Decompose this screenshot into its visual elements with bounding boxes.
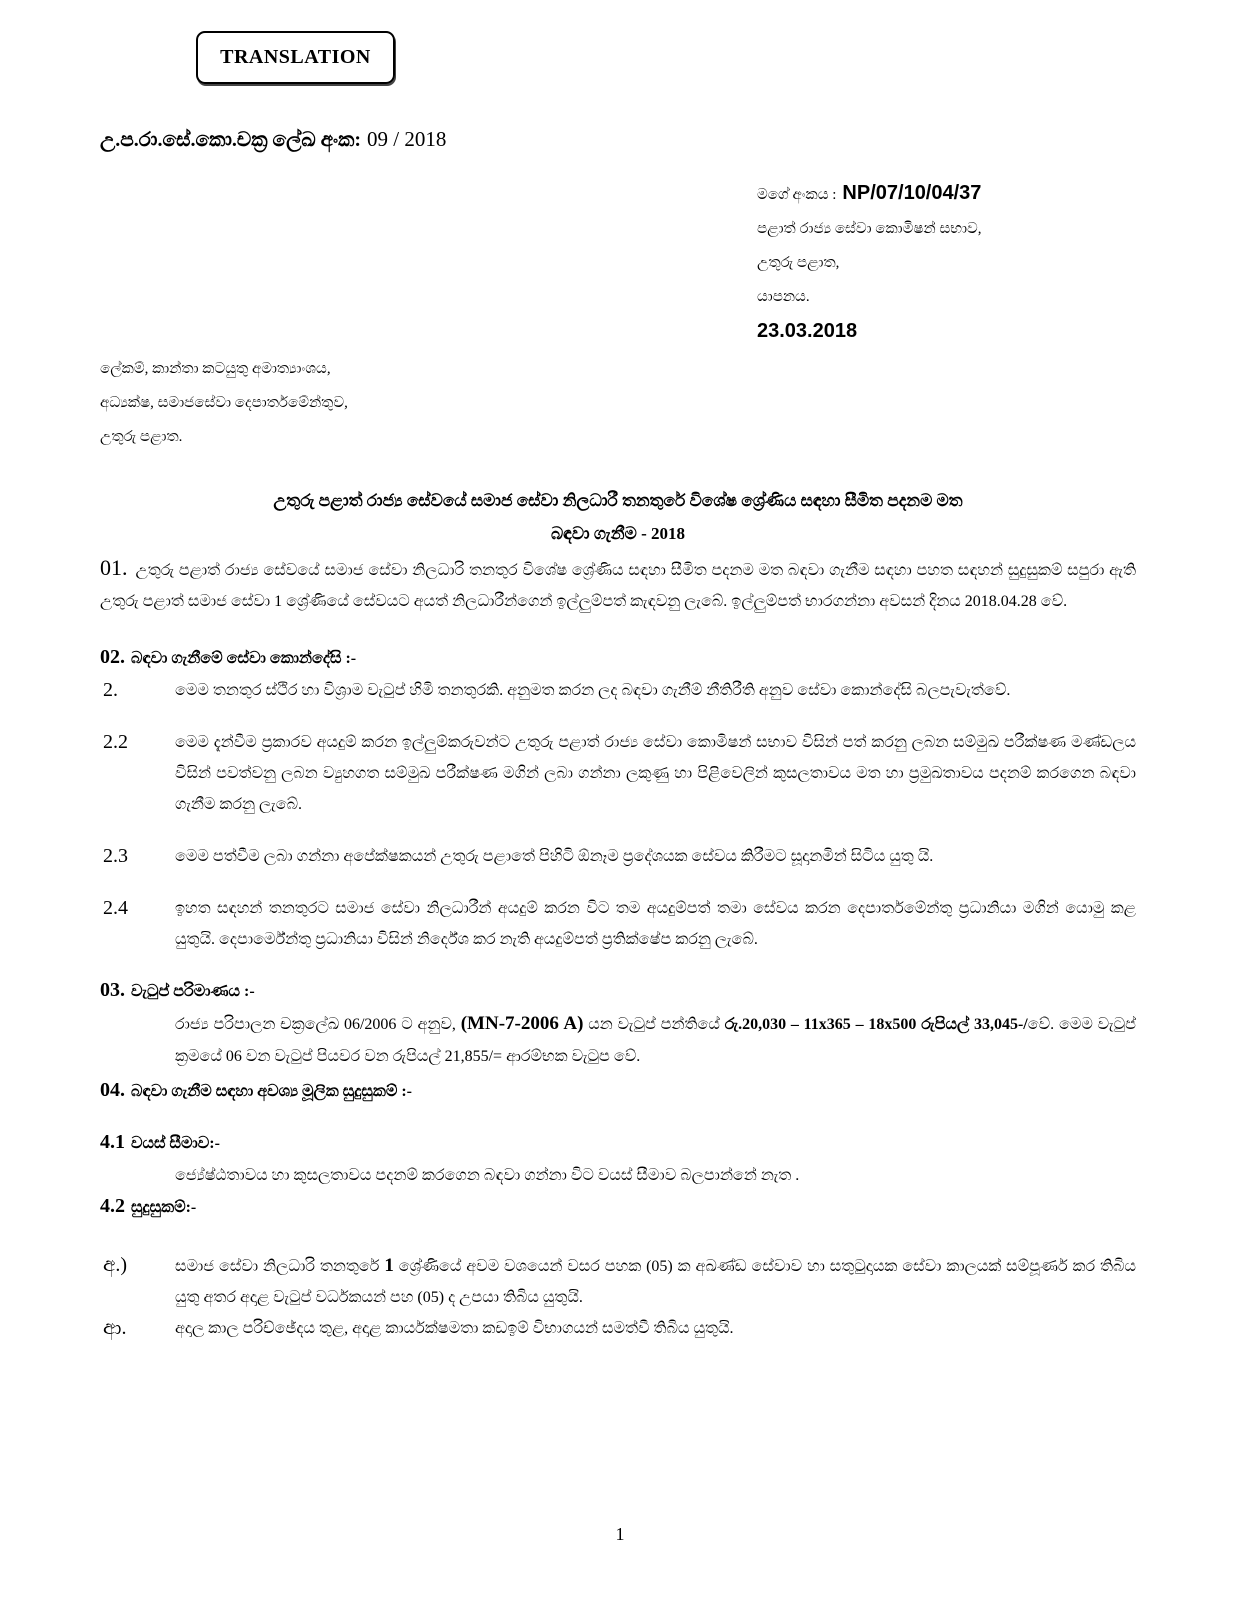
qualification-item-text: [175, 1250, 1136, 1313]
qualifications-title: සුදුසුකම්:-: [131, 1199, 197, 1216]
section-02-title: බඳවා ගැනීමේ සේවා කොන්දේසි :-: [131, 650, 357, 667]
sender-city: යාපනය.: [757, 289, 810, 305]
circular-label: උ.ප.රා.සේ.කො.චක්‍ර ලේඛ අංක:: [100, 129, 361, 151]
reference-number: NP/07/10/04/37: [842, 182, 982, 204]
salary-scale: රු.20,030 – 11x365 – 18x500 රුපියල් 33,045-/: [724, 1016, 1028, 1033]
section-02-number: 02.: [100, 646, 125, 668]
age-limit-text: ජ්‍යේෂ්ඨතාවය හා කුසලතාවය පදනම් කරගෙන බඳවා ගන්නා විට වයස් සීමාව බලපාන්නේ නැත .: [175, 1167, 800, 1184]
section-02-heading: [100, 642, 1136, 674]
section-04-title: බඳවා ගැනීම සඳහා අවශ්‍ය මූලික සුදුසුකම් :-: [131, 1083, 413, 1100]
page-number: 1: [615, 1524, 625, 1544]
clause-text: මෙම දැන්වීම ප්‍රකාරව අයදුම් කරන ඉල්ලුම්කරුවන්ට උතුරු පළාත් රාජ්‍ය සේවා කොමිෂන් සභාව විසින් පත් කරනු ලබන සම්මුඛ පරීක්ෂණ මණ්ඩලය විසින් පවත්වනු ලබන ව්‍යුහගත සම්මුඛ පරීක්ෂණ මගින් ලබා ගන්නා ලකුණු හා පිළිවෙලින් කුසලතාවය මත හා ප්‍රමුඛතාවය පදනම් කරගෙන බඳවා ගැනීම කරනු ලැබේ.: [175, 734, 1136, 813]
clause-2-4: [100, 893, 1136, 955]
circular-number: 09 / 2018: [367, 127, 447, 151]
recipient-address-block: [100, 352, 700, 454]
clause-2: [100, 675, 1136, 706]
clause-text: ඉහත සඳහන් තනතුරට සමාජ සේවා නිලධාරීන් අයදුම් කරන විට තම අයදුම්පත් තමා සේවය කරන දෙපාර්තමේන්තු ප්‍රධානියා මගින් යොමු කළ යුතුයි. දෙපාර්මේන්තු ප්‍රධානියා විසින් නිර්දේශ කර නැති අයදුම්පත් ප්‍රතික්ෂේප කරනු ලැබේ.: [175, 900, 1136, 948]
document-title: [100, 484, 1136, 550]
age-limit-title: වයස් සීමාව:-: [131, 1135, 220, 1152]
section-01-paragraph: [100, 552, 1136, 617]
document-body: [100, 484, 1136, 1344]
recipient-line-3: උතුරු පළාත.: [100, 429, 183, 445]
qualification-item-text: අදාල කාල පරිච්ඡේදය තුළ, අදාළ කාර්යක්ෂමතා කඩඉම් විභාගයන් සමත්වී තිබිය යුතුයි.: [175, 1320, 734, 1337]
salary-text-part-2: යන වැටුප් පන්තියේ: [583, 1016, 725, 1033]
qualification-grade: 1: [384, 1255, 394, 1276]
qualifications-number: 4.2: [100, 1195, 125, 1217]
translation-stamp: [196, 31, 395, 84]
clause-text: මෙම තනතුර ස්ථිර හා විශ්‍රාම වැටුප් හිමි තනතුරකි. අනුමත කරන ලද බඳවා ගැනීම් නීතිරීති අනුව සේවා කොන්දේසි බලපැවැත්වේ.: [175, 682, 1011, 699]
section-01-text: උතුරු පළාත් රාජ්‍ය සේවයේ සමාජ සේවා නිලධාරි තනතුර විශේෂ ශ්‍රේණිය සඳහා සීමිත පදනම මත බඳවා ගැනීම සඳහා පහත සඳහන් සුදුසුකම් සපුරා ඇති උතුරු පළාත් සමාජ සේවා 1 ශ්‍රේණියේ සේවයට අයත් නිලධාරීන්ගෙන් ඉල්ලුම්පත් කැඳවනු ලැබේ. ඉල්ලුම්පත් භාරගන්නා අවසන් දිනය 2018.04.28 වේ.: [100, 562, 1136, 610]
clause-number: 2.: [103, 679, 118, 701]
section-01-number: 01.: [100, 555, 128, 580]
section-04-number: 04.: [100, 1079, 125, 1101]
sender-province: උතුරු පළාත,: [757, 255, 840, 271]
title-line-2: බඳවා ගැනීම - 2018: [551, 524, 685, 543]
clause-2-2: [100, 727, 1136, 820]
salary-code: (MN-7-2006 A): [460, 1013, 584, 1034]
age-limit-heading: [100, 1127, 1136, 1159]
clause-number: 2.3: [103, 845, 128, 867]
reference-label: මගේ අංකය :: [757, 187, 837, 203]
qualification-item-marker: අ.): [103, 1254, 127, 1276]
letter-date: 23.03.2018: [757, 320, 858, 342]
clause-number: 2.2: [103, 731, 128, 753]
section-04-heading: [100, 1075, 1136, 1107]
qualification-item-marker: ආ.: [103, 1317, 127, 1339]
sender-address-block: [757, 176, 1197, 348]
age-limit-number: 4.1: [100, 1131, 125, 1153]
clause-2-3: [100, 841, 1136, 872]
salary-scale-paragraph: [100, 1008, 1136, 1072]
qualifications-heading: [100, 1191, 1136, 1223]
recipient-line-1: ලේකම්, කාන්තා කටයුතු අමාත්‍යාංශය,: [100, 361, 331, 377]
clause-text: මෙම පත්වීම ලබා ගන්නා අපේක්ෂකයන් උතුරු පළාතේ පිහිටි ඕනෑම ප්‍රදේශයක සේවය කිරීමට සූදානමින් සිටිය යුතු යි.: [175, 848, 934, 865]
sender-office: පළාත් රාජ්‍ය සේවා කොමිෂන් සභාව,: [757, 221, 982, 237]
qualification-text-part-1: සමාජ සේවා නිලධාරි තනතුරේ: [175, 1258, 385, 1275]
clause-number: 2.4: [103, 897, 128, 919]
section-03-number: 03.: [100, 979, 125, 1001]
circular-number-line: [100, 122, 446, 159]
section-03-heading: [100, 975, 1136, 1007]
section-03-title: වැටුප් පරිමාණය :-: [131, 983, 255, 1000]
recipient-line-2: අධ්‍යක්ෂ, සමාජසේවා දෙපාර්තමේන්තුව,: [100, 395, 348, 411]
qualification-text-part-2: ශ්‍රේණියේ අවම වශයෙන් වසර පහක (05) ක අඛණ්ඩ සේවාව හා සතුටුදායක සේවා කාලයක් සම්පූර්ණ කර තිබිය යුතු අතර අදාළ වැටුප් වර්ධකයන් පහ (05) ද උපයා තිබිය යුතුයි.: [175, 1258, 1136, 1306]
salary-text-part-3: වේ. මෙම වැටුප් ක්‍රමයේ 06 වන වැටුප් පියවර වන රුපියල් 21,855/= ආරම්භක වැටුප වේ.: [175, 1016, 1136, 1065]
reference-line: [757, 176, 1197, 212]
title-line-1: උතුරු පළාත් රාජ්‍ය සේවයේ සමාජ සේවා නිලධාරී තනතුරේ විශේෂ ශ්‍රේණිය සඳහා සීමිත පදනම මත: [273, 491, 963, 510]
translation-stamp-label: TRANSLATION: [220, 46, 371, 68]
salary-text-part-1: රාජ්‍ය පරිපාලන චක්‍රලේඛ 06/2006 ට අනුව,: [175, 1016, 461, 1033]
qualification-item-a: [100, 1250, 1136, 1313]
qualification-item-b: [100, 1313, 1136, 1344]
